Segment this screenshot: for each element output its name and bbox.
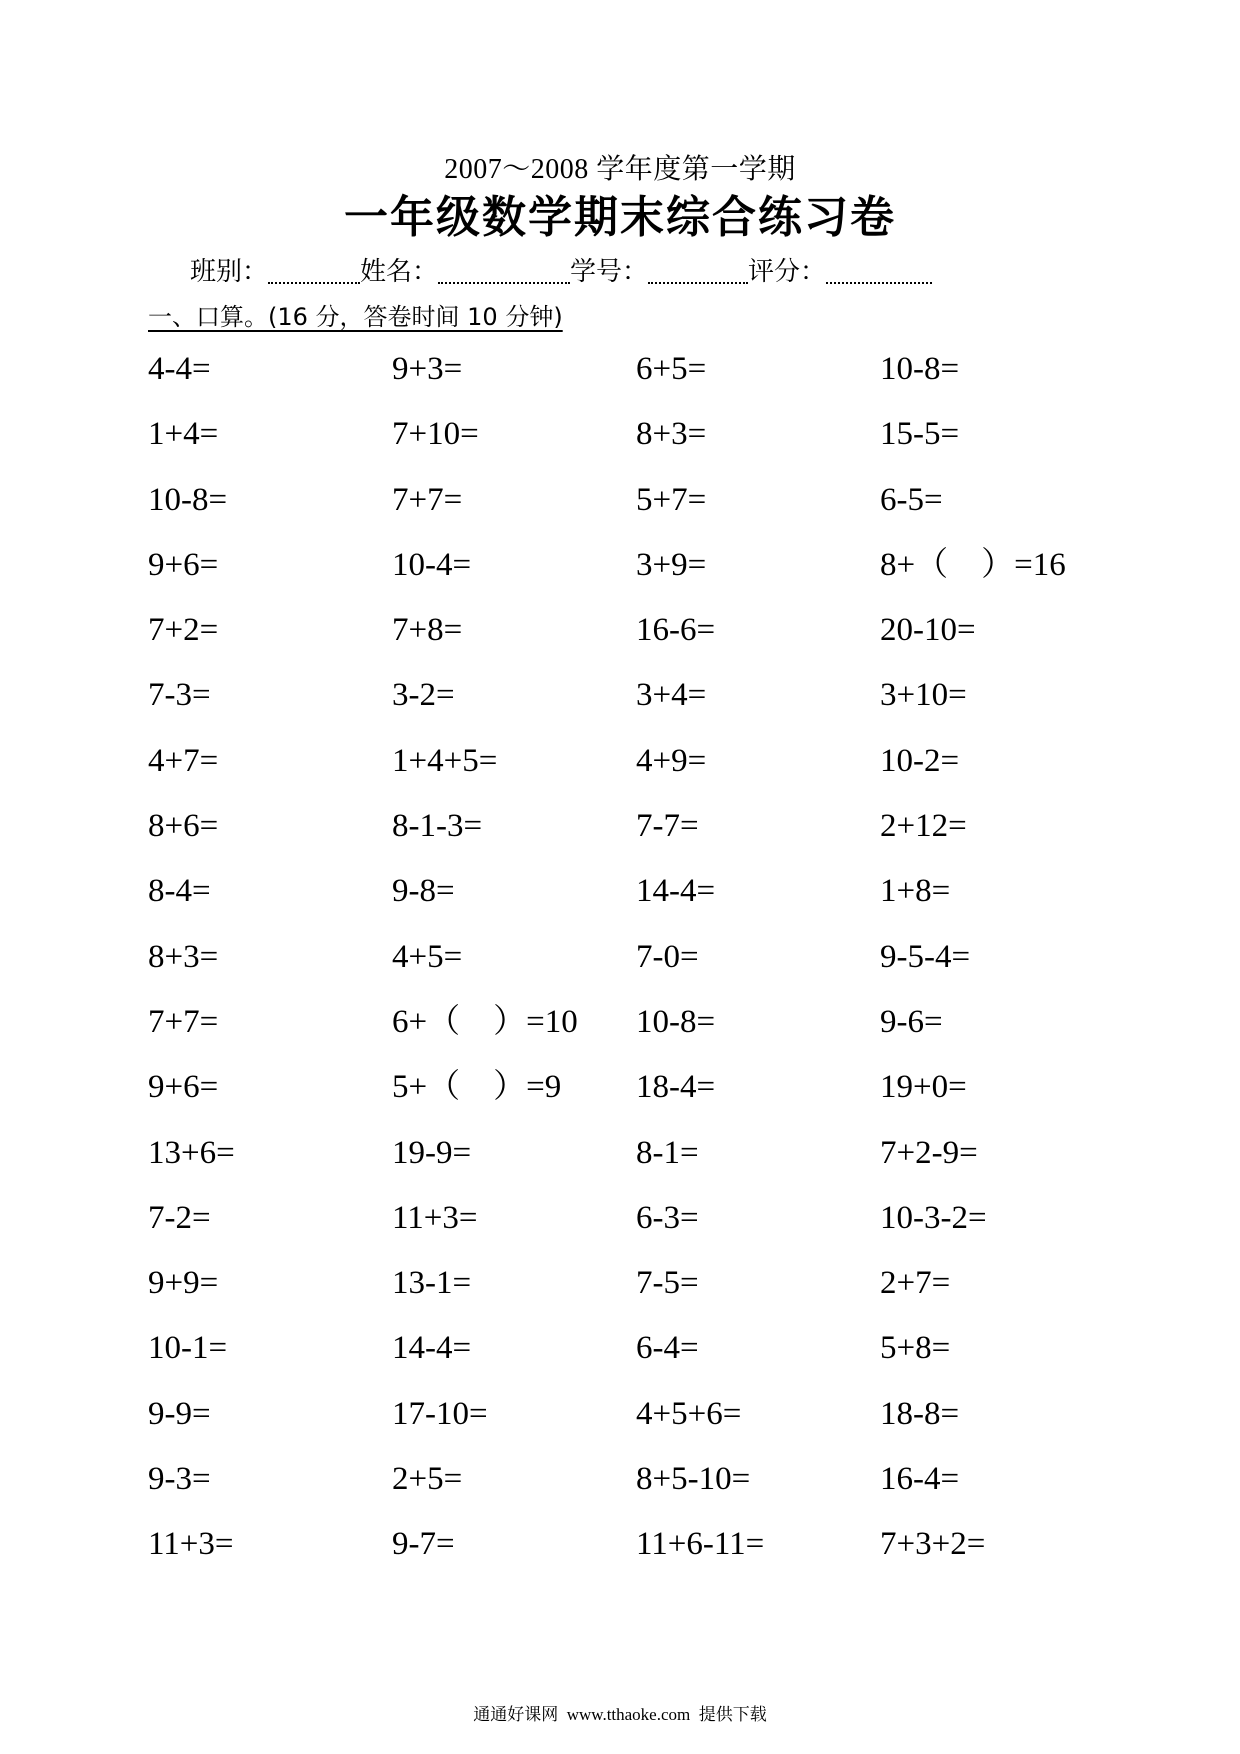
problem-item: 15-5=	[880, 416, 960, 453]
problem-item: 20-10=	[880, 612, 976, 649]
problem-item: 1+4=	[148, 416, 219, 453]
problem-item: 4+5=	[392, 938, 463, 975]
problem-item: 7+7=	[148, 1003, 219, 1040]
score-label: 评分：	[748, 257, 827, 287]
problem-item: 2+5=	[392, 1461, 463, 1498]
problem-item: 7+2=	[148, 612, 219, 649]
problem-item: 8-1=	[636, 1134, 699, 1171]
problem-item: 4+7=	[148, 742, 219, 779]
problem-item: 3+9=	[636, 546, 707, 583]
problem-item: 7-5=	[636, 1265, 699, 1302]
problem-item: 16-4=	[880, 1461, 960, 1498]
problem-item: 8+6=	[148, 808, 219, 845]
problem-item: 7+7=	[392, 481, 463, 518]
problem-item: 9-3=	[148, 1461, 211, 1498]
problem-item: 9-7=	[392, 1526, 455, 1563]
term-subtitle: 2007～2008 学年度第一学期	[444, 154, 796, 185]
problem-item: 7-3=	[148, 677, 211, 714]
problem-item: 8-4=	[148, 873, 211, 910]
problem-item: 4+9=	[636, 742, 707, 779]
problem-item: 7+8=	[392, 612, 463, 649]
student-number-label: 学号：	[570, 257, 649, 287]
problem-item: 3+4=	[636, 677, 707, 714]
student-number-field	[570, 254, 748, 290]
class-field	[190, 254, 360, 290]
problem-item: 10-2=	[880, 742, 960, 779]
problem-item: 9-9=	[148, 1395, 211, 1432]
name-blank[interactable]	[438, 278, 570, 284]
problem-item: 2+12=	[880, 808, 967, 845]
problem-item: 10-3-2=	[880, 1199, 987, 1236]
problem-item: 13+6=	[148, 1134, 235, 1171]
score-field	[748, 254, 932, 290]
problem-item: 7+3+2=	[880, 1526, 986, 1563]
problem-item: 8+（ ）=16	[880, 546, 1066, 583]
problem-item: 10-8=	[148, 481, 228, 518]
problem-item: 9+6=	[148, 546, 219, 583]
problem-item: 9+9=	[148, 1265, 219, 1302]
problem-item: 8+3=	[636, 416, 707, 453]
problem-item: 9+6=	[148, 1069, 219, 1106]
problem-item: 19+0=	[880, 1069, 967, 1106]
problem-item: 9-5-4=	[880, 938, 971, 975]
name-field	[360, 254, 570, 290]
problem-item: 7-2=	[148, 1199, 211, 1236]
class-blank[interactable]	[268, 278, 360, 284]
problem-item: 6-4=	[636, 1330, 699, 1367]
name-label: 姓名：	[360, 257, 439, 287]
problem-item: 3-2=	[392, 677, 455, 714]
problem-item: 9-8=	[392, 873, 455, 910]
problem-item: 11+6-11=	[636, 1526, 765, 1563]
problem-item: 6-5=	[880, 481, 943, 518]
problem-item: 5+7=	[636, 481, 707, 518]
problem-grid	[148, 346, 1128, 1587]
problem-item: 4+5+6=	[636, 1395, 742, 1432]
class-label: 班别：	[190, 257, 269, 287]
problem-item: 6+5=	[636, 351, 707, 387]
problem-item: 7-0=	[636, 938, 699, 975]
problem-item: 9-6=	[880, 1003, 943, 1040]
section-heading: 一、口算。(16 分，答卷时间 10 分钟)	[148, 303, 563, 331]
problem-item: 7+10=	[392, 416, 479, 453]
problem-item: 13-1=	[392, 1265, 472, 1302]
problem-item: 9+3=	[392, 351, 463, 387]
problem-item: 7+2-9=	[880, 1134, 978, 1171]
problem-item: 10-8=	[636, 1003, 716, 1040]
problem-item: 6-3=	[636, 1199, 699, 1236]
problem-item: 19-9=	[392, 1134, 472, 1171]
problem-item: 8+5-10=	[636, 1461, 751, 1498]
score-blank[interactable]	[826, 278, 932, 284]
problem-item: 17-10=	[392, 1395, 488, 1432]
problem-item: 6+（ ）=10	[392, 1003, 578, 1040]
problem-item: 14-4=	[636, 873, 716, 910]
problem-item: 8-1-3=	[392, 808, 483, 845]
student-number-blank[interactable]	[648, 278, 748, 284]
problem-item: 8+3=	[148, 938, 219, 975]
problem-item: 16-6=	[636, 612, 716, 649]
problem-item: 5+（ ）=9	[392, 1069, 562, 1106]
problem-item: 11+3=	[148, 1526, 234, 1563]
problem-item: 3+10=	[880, 677, 967, 714]
problem-item: 11+3=	[392, 1199, 478, 1236]
problem-item: 1+4+5=	[392, 742, 498, 779]
problem-item: 10-1=	[148, 1330, 228, 1367]
footer-credit: 通通好课网 www.tthaoke.com 提供下载	[473, 1705, 767, 1724]
problem-item: 2+7=	[880, 1265, 951, 1302]
problem-item: 18-4=	[636, 1069, 716, 1106]
problem-item: 10-4=	[392, 546, 472, 583]
student-info-row	[190, 250, 932, 290]
problem-item: 10-8=	[880, 351, 960, 387]
problem-item: 7-7=	[636, 808, 699, 845]
problem-item: 4-4=	[148, 351, 211, 387]
problem-item: 5+8=	[880, 1330, 951, 1367]
problem-item: 14-4=	[392, 1330, 472, 1367]
problem-item: 18-8=	[880, 1395, 960, 1432]
problem-item: 1+8=	[880, 873, 951, 910]
exam-title: 一年级数学期末综合练习卷	[344, 192, 896, 243]
